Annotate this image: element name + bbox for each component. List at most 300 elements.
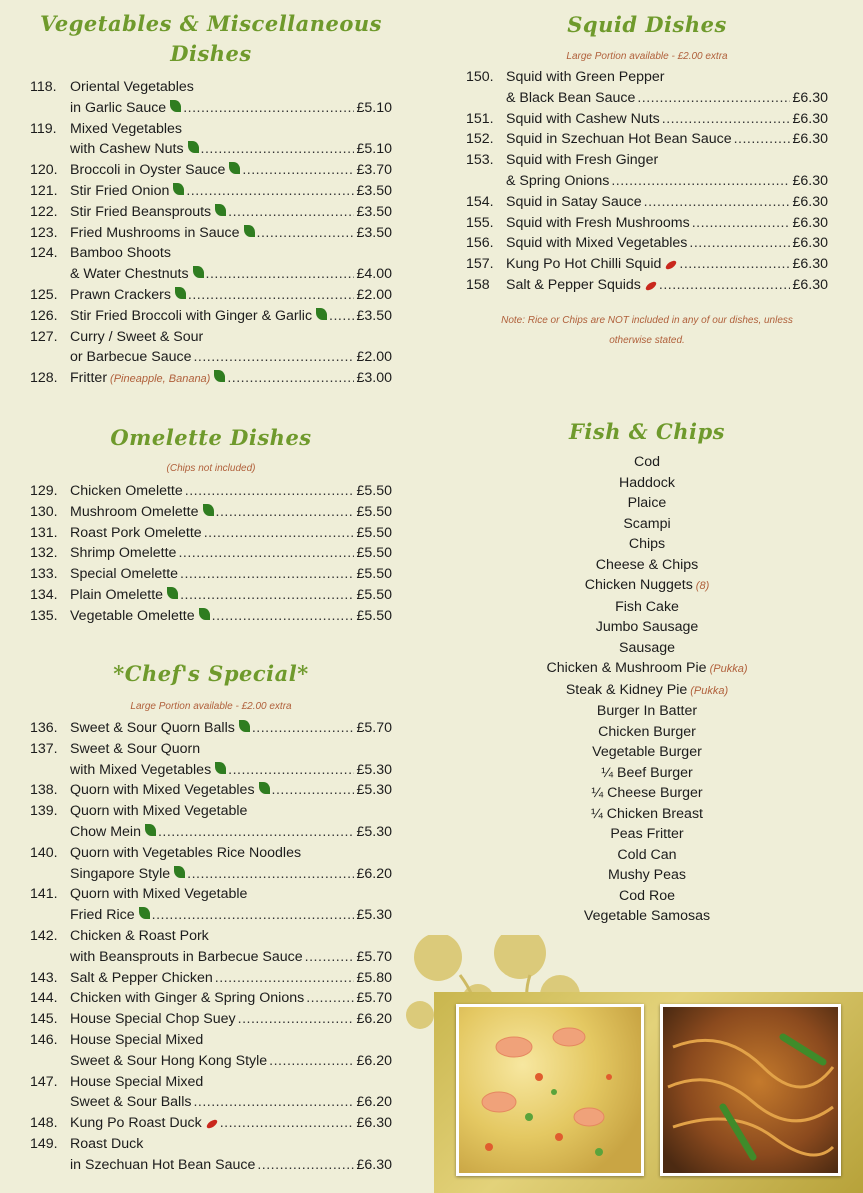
item-name: Roast Duck	[70, 1135, 144, 1152]
item-name-continued: & Black Bean Sauce	[506, 89, 636, 106]
dot-leader	[228, 202, 354, 223]
item-number: 141.	[30, 886, 58, 903]
menu-item-line	[30, 739, 392, 760]
menu-item-line	[30, 1072, 392, 1093]
fish-chips-title: Fish & Chips	[568, 419, 726, 444]
dot-leader	[185, 481, 355, 502]
item-price: £5.50	[356, 503, 392, 520]
item-price: £6.30	[792, 235, 828, 252]
item-number: 128.	[30, 370, 58, 387]
item-name: Kung Po Hot Chilli Squid	[506, 256, 662, 273]
item-number: 158	[466, 276, 490, 293]
item-price: £6.30	[356, 1115, 392, 1132]
fish-item	[466, 638, 828, 659]
menu-item	[30, 843, 392, 885]
menu-item-line	[30, 160, 392, 181]
item-name: Mushroom Omelette	[70, 503, 199, 520]
leaf-icon	[199, 608, 210, 620]
item-number: 135.	[30, 607, 58, 624]
item-price: £6.30	[792, 193, 828, 210]
item-price: £3.50	[356, 203, 392, 220]
fish-item	[466, 845, 828, 866]
menu-item-line	[30, 1113, 392, 1134]
menu-item	[30, 223, 392, 244]
noodles-icon	[663, 1007, 838, 1173]
item-price: £5.50	[356, 524, 392, 541]
item-number: 131.	[30, 524, 58, 541]
menu-item-line	[30, 243, 392, 264]
fish-item-name: Jumbo Sausage	[595, 619, 699, 635]
dot-leader	[183, 98, 354, 119]
menu-item-line	[30, 285, 392, 306]
item-name: Squid with Mixed Vegetables	[506, 235, 688, 252]
fish-item-name: ¼ Chicken Breast	[591, 805, 703, 822]
dot-leader	[187, 864, 354, 885]
item-name-continued: Fried Rice	[70, 907, 135, 924]
item-price: £6.30	[792, 256, 828, 273]
item-name-continued: with Beansprouts in Barbecue Sauce	[70, 948, 303, 965]
menu-item	[30, 1030, 392, 1072]
item-number: 144.	[30, 990, 58, 1007]
item-price: £5.80	[356, 969, 392, 986]
item-number: 143.	[30, 969, 58, 986]
item-price: £5.50	[356, 586, 392, 603]
item-name: Salt & Pepper Chicken	[70, 969, 213, 986]
item-number: 120.	[30, 162, 58, 179]
menu-item	[30, 585, 392, 606]
leaf-icon	[215, 204, 226, 216]
dot-leader	[306, 988, 354, 1009]
dot-leader	[689, 233, 790, 254]
item-name: Bamboo Shoots	[70, 245, 171, 262]
dot-leader	[186, 181, 354, 202]
menu-item-line	[30, 606, 392, 627]
menu-item	[30, 160, 392, 181]
menu-item-line	[30, 884, 392, 905]
menu-item-line	[30, 585, 392, 606]
menu-item-line	[30, 1092, 392, 1113]
chef-special-title: *Chef's Special*	[113, 661, 309, 686]
squid-list	[466, 67, 828, 296]
item-name: Oriental Vegetables	[70, 79, 194, 95]
menu-item-line	[30, 223, 392, 244]
dot-leader	[637, 88, 790, 109]
menu-item	[30, 780, 392, 801]
item-number: 132.	[30, 545, 58, 562]
dot-leader	[662, 109, 791, 130]
dot-leader	[158, 822, 355, 843]
fish-item-name: Scampi	[623, 515, 671, 532]
menu-item-line	[466, 67, 828, 88]
item-name: Sweet & Sour Quorn	[70, 740, 201, 757]
dot-leader	[734, 129, 791, 150]
fish-item-name: Mushy Peas	[607, 867, 687, 883]
fish-item-name: Cold Can	[617, 846, 677, 863]
leaf-icon	[193, 266, 204, 278]
fish-item	[466, 452, 828, 473]
dot-leader	[257, 223, 355, 244]
fish-item-name: Steak & Kidney Pie	[565, 681, 688, 698]
item-price: £6.30	[356, 1156, 392, 1173]
fish-item-extra: (8)	[695, 580, 710, 592]
dot-leader	[269, 1051, 354, 1072]
menu-item	[466, 275, 828, 296]
menu-item-line	[30, 306, 392, 327]
menu-item-line	[30, 926, 392, 947]
leaf-icon	[174, 866, 185, 878]
item-name: Special Omelette	[70, 566, 179, 583]
menu-item-line	[30, 864, 392, 885]
item-price: £6.30	[792, 110, 828, 127]
item-number: 118.	[30, 79, 57, 95]
menu-item	[30, 801, 392, 843]
fish-item	[466, 804, 828, 825]
item-price: £2.00	[356, 286, 392, 303]
chef-special-list	[30, 718, 392, 1176]
fish-item	[466, 597, 828, 618]
menu-item-line	[466, 171, 828, 192]
item-extra: (Pineapple, Banana)	[110, 373, 211, 386]
item-name: House Special Chop Suey	[70, 1011, 236, 1028]
item-name-continued: & Water Chestnuts	[70, 266, 189, 283]
item-price: £3.50	[356, 182, 392, 199]
dot-leader	[228, 760, 354, 781]
dot-leader	[238, 1009, 355, 1030]
item-name: House Special Mixed	[70, 1031, 204, 1048]
leaf-icon	[229, 162, 240, 174]
menu-item	[30, 306, 392, 327]
item-number: 124.	[30, 245, 58, 262]
dot-leader	[272, 780, 355, 801]
menu-item	[30, 202, 392, 223]
chili-icon	[644, 280, 657, 292]
menu-item-line	[30, 968, 392, 989]
dot-leader	[659, 275, 791, 296]
item-number: 133.	[30, 566, 58, 583]
item-name: Kung Po Roast Duck	[70, 1115, 202, 1132]
item-price: £6.20	[356, 1011, 392, 1028]
item-name: Shrimp Omelette	[70, 545, 177, 562]
item-price: £5.50	[356, 607, 392, 624]
fish-item-name: Chicken & Mushroom Pie	[546, 660, 707, 676]
menu-item-line	[466, 275, 828, 296]
dot-leader	[178, 543, 354, 564]
menu-item	[30, 327, 392, 369]
fish-item-name: Fish Cake	[615, 598, 679, 615]
item-number: 138.	[30, 782, 58, 799]
item-name: Quorn with Mixed Vegetables	[70, 782, 255, 799]
fish-item-name: ¼ Cheese Burger	[591, 785, 703, 801]
menu-item-line	[30, 523, 392, 544]
dot-leader	[611, 171, 790, 192]
menu-item-line	[30, 327, 392, 348]
rice-chips-footnote: Note: Rice or Chips are NOT included in any of our dishes, unless otherwise stated.	[501, 315, 793, 346]
leaf-icon	[167, 587, 178, 599]
fish-item	[466, 906, 828, 927]
item-price: £3.00	[356, 370, 392, 387]
item-price: £6.20	[356, 1094, 392, 1111]
item-name: Salt & Pepper Squids	[506, 276, 641, 293]
chow-mein-photo	[660, 1004, 841, 1176]
menu-item	[30, 988, 392, 1009]
fish-item-name: Vegetable Burger	[592, 744, 702, 760]
menu-item	[466, 67, 828, 109]
leaf-icon	[173, 183, 184, 195]
leaf-icon	[188, 141, 199, 153]
item-name: Chicken Omelette	[70, 483, 183, 499]
dot-leader	[679, 254, 790, 275]
menu-item-line	[30, 718, 392, 739]
menu-item-line	[30, 481, 392, 502]
fish-item-name: Plaice	[627, 495, 667, 511]
dot-leader	[692, 213, 791, 234]
item-price: £5.70	[356, 990, 392, 1007]
shrimp-icon	[459, 1007, 641, 1173]
menu-item	[30, 1113, 392, 1134]
item-name: Squid with Green Pepper	[506, 69, 665, 85]
leaf-icon	[239, 720, 250, 732]
leaf-icon	[170, 100, 181, 112]
fish-item	[466, 555, 828, 576]
item-price: £5.50	[356, 545, 392, 562]
fish-item	[466, 865, 828, 886]
fish-item-name: ¼ Beef Burger	[601, 764, 693, 781]
leaf-icon	[259, 782, 270, 794]
item-price: £6.20	[356, 1052, 392, 1069]
item-price: £5.70	[356, 948, 392, 965]
menu-item-line	[30, 905, 392, 926]
item-price: £3.50	[356, 224, 392, 241]
menu-item-line	[466, 192, 828, 213]
item-number: 148.	[30, 1115, 58, 1132]
menu-item-line	[30, 181, 392, 202]
item-number: 122.	[30, 203, 58, 220]
dot-leader	[193, 1092, 354, 1113]
item-price: £5.70	[356, 720, 392, 736]
fish-item	[466, 473, 828, 494]
menu-item-line	[30, 1030, 392, 1051]
item-name: Quorn with Vegetables Rice Noodles	[70, 844, 302, 861]
menu-item	[466, 109, 828, 130]
menu-item-line	[30, 1134, 392, 1155]
menu-item	[30, 77, 392, 119]
dot-leader	[329, 306, 354, 327]
menu-item-line	[466, 213, 828, 234]
fish-item	[466, 742, 828, 763]
leaf-icon	[244, 225, 255, 237]
menu-item-line	[30, 801, 392, 822]
fish-item-extra: (Pukka)	[690, 684, 729, 697]
dot-leader	[252, 718, 355, 739]
dot-leader	[193, 347, 354, 368]
chili-icon	[665, 259, 678, 271]
menu-item-line	[30, 202, 392, 223]
item-price: £6.30	[792, 131, 828, 148]
menu-item-line	[30, 502, 392, 523]
menu-item	[466, 254, 828, 275]
leaf-icon	[175, 287, 186, 299]
item-name: Fried Mushrooms in Sauce	[70, 224, 240, 241]
item-name-continued: Sweet & Sour Hong Kong Style	[70, 1052, 268, 1069]
fish-item	[466, 617, 828, 638]
item-name: Chicken with Ginger & Spring Onions	[70, 990, 305, 1007]
menu-item-line	[30, 347, 392, 368]
dot-leader	[257, 1155, 354, 1176]
vegetables-list	[30, 77, 392, 390]
dot-leader	[242, 160, 354, 181]
item-price: £6.30	[792, 214, 828, 231]
item-price: £6.30	[792, 172, 828, 189]
fried-rice-photo	[456, 1004, 644, 1176]
menu-item-line	[30, 368, 392, 390]
menu-item-line	[30, 139, 392, 160]
menu-item-line	[466, 109, 828, 130]
dot-leader	[305, 947, 355, 968]
item-name-continued: with Cashew Nuts	[70, 141, 184, 158]
menu-item	[30, 739, 392, 781]
fish-item	[466, 575, 828, 597]
item-name: Chicken & Roast Pork	[70, 927, 209, 944]
menu-item-line	[30, 77, 392, 98]
fish-item	[466, 783, 828, 804]
dot-leader	[180, 585, 354, 606]
fish-item-name: Chicken Nuggets	[584, 577, 693, 593]
fish-item	[466, 534, 828, 555]
menu-item-line	[30, 119, 392, 140]
item-price: £6.20	[356, 865, 392, 882]
item-name: Stir Fried Broccoli with Ginger & Garlic	[70, 307, 313, 324]
item-name: Plain Omelette	[70, 586, 164, 603]
menu-item-line	[466, 88, 828, 109]
fish-item	[466, 886, 828, 907]
fish-item	[466, 658, 828, 680]
item-name: Squid in Szechuan Hot Bean Sauce	[506, 131, 732, 148]
item-number: 121.	[30, 182, 58, 199]
menu-item-line	[30, 947, 392, 968]
menu-item-line	[466, 150, 828, 171]
item-name: Vegetable Omelette	[70, 607, 195, 624]
menu-item	[466, 129, 828, 150]
item-name: Stir Fried Beansprouts	[70, 203, 212, 220]
item-name: Curry / Sweet & Sour	[70, 328, 204, 345]
menu-item	[30, 368, 392, 390]
menu-item-line	[30, 264, 392, 285]
item-price: £3.50	[356, 307, 392, 324]
menu-item-line	[30, 564, 392, 585]
omelette-list	[30, 481, 392, 627]
menu-item	[466, 233, 828, 254]
menu-item-line	[30, 988, 392, 1009]
dot-leader	[212, 606, 355, 627]
menu-item	[30, 564, 392, 585]
menu-item	[30, 285, 392, 306]
item-price: £5.50	[356, 566, 392, 583]
chili-icon	[205, 1118, 218, 1130]
menu-item	[466, 192, 828, 213]
item-name: Fritter	[70, 370, 108, 387]
item-number: 119.	[30, 120, 57, 137]
item-number: 151.	[466, 110, 494, 127]
item-number: 146.	[30, 1031, 58, 1048]
item-name: Prawn Crackers	[70, 286, 171, 303]
item-name-continued: in Szechuan Hot Bean Sauce	[70, 1156, 256, 1173]
fish-item	[466, 514, 828, 535]
item-name: Mixed Vegetables	[70, 120, 182, 137]
item-name: Quorn with Mixed Vegetable	[70, 803, 248, 820]
item-number: 126.	[30, 307, 58, 324]
menu-item-line	[30, 843, 392, 864]
item-price: £3.70	[356, 162, 392, 179]
dot-leader	[152, 905, 355, 926]
item-name: Stir Fried Onion	[70, 182, 170, 199]
fish-item	[466, 493, 828, 514]
fish-item-name: Cod	[633, 454, 661, 470]
leaf-icon	[316, 308, 327, 320]
item-name: Roast Pork Omelette	[70, 524, 202, 541]
menu-item	[30, 523, 392, 544]
item-price: £4.00	[356, 266, 392, 283]
item-price: £2.00	[356, 349, 392, 366]
item-name: Sweet & Sour Quorn Balls	[70, 720, 235, 736]
item-name-continued: or Barbecue Sauce	[70, 349, 192, 366]
item-number: 136.	[30, 720, 58, 736]
menu-item	[30, 481, 392, 502]
menu-item-line	[466, 233, 828, 254]
omelette-title: Omelette Dishes	[110, 425, 312, 450]
vegetables-title: Vegetables & Miscellaneous Dishes	[40, 11, 382, 66]
item-name: Squid with Fresh Ginger	[506, 152, 659, 169]
item-number: 125.	[30, 286, 58, 303]
item-number: 137.	[30, 740, 58, 757]
item-number: 140.	[30, 844, 58, 861]
item-number: 155.	[466, 214, 494, 231]
dot-leader	[188, 285, 355, 306]
menu-item	[30, 543, 392, 564]
dot-leader	[201, 139, 355, 160]
menu-item-line	[30, 760, 392, 781]
fish-chips-list	[466, 452, 828, 927]
item-price: £5.30	[356, 761, 392, 778]
menu-item-line	[30, 1009, 392, 1030]
menu-item	[30, 502, 392, 523]
item-number: 147.	[30, 1073, 58, 1090]
item-name-continued: Chow Mein	[70, 823, 141, 840]
fish-item	[466, 722, 828, 743]
menu-item	[30, 243, 392, 285]
item-name-continued: Singapore Style	[70, 865, 171, 882]
dot-leader	[204, 523, 355, 544]
dot-leader	[215, 968, 355, 989]
item-name: Squid with Fresh Mushrooms	[506, 214, 690, 231]
menu-item	[30, 926, 392, 968]
fish-item-name: Cod Roe	[619, 887, 675, 904]
item-number: 150.	[466, 69, 494, 85]
menu-item-line	[30, 1051, 392, 1072]
menu-item	[466, 213, 828, 234]
fish-item-name: Chips	[628, 536, 666, 552]
item-number: 156.	[466, 235, 494, 252]
leaf-icon	[203, 504, 214, 516]
menu-item-line	[466, 129, 828, 150]
item-price: £6.30	[792, 89, 828, 106]
item-number: 149.	[30, 1135, 58, 1152]
item-name-continued: Sweet & Sour Balls	[70, 1094, 192, 1111]
item-name: House Special Mixed	[70, 1073, 204, 1090]
menu-item	[30, 1072, 392, 1114]
item-name: Quorn with Mixed Vegetable	[70, 886, 248, 903]
item-number: 139.	[30, 803, 58, 820]
leaf-icon	[139, 907, 150, 919]
